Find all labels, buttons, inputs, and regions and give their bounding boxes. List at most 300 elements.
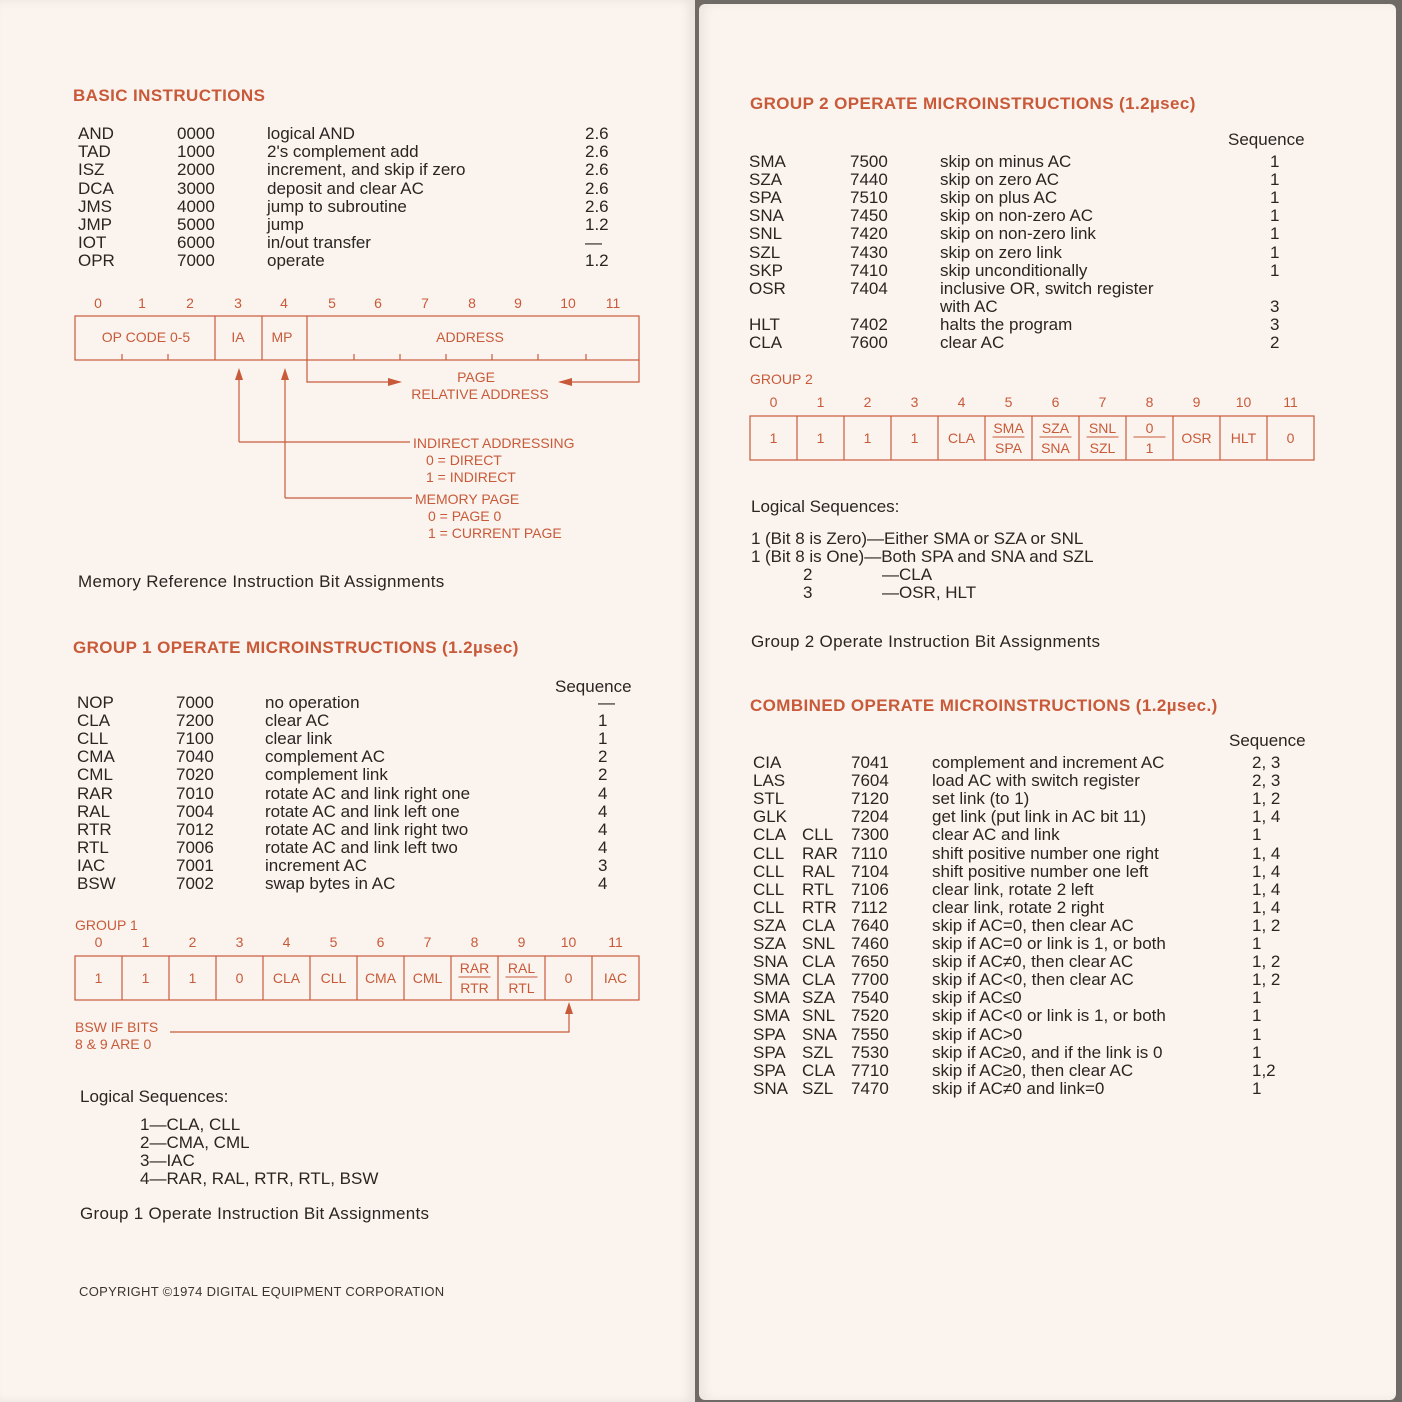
octal-code: 7006 xyxy=(176,837,214,857)
table-row xyxy=(699,171,1396,189)
octal-code: 5000 xyxy=(177,215,215,234)
description: skip if AC≥0, and if the link is 0 xyxy=(932,1042,1163,1062)
table-row xyxy=(699,772,1396,790)
table-row xyxy=(699,1062,1396,1080)
bit-field: 1 xyxy=(141,970,150,986)
bit-field: HLT xyxy=(1230,430,1257,446)
table-row xyxy=(0,785,695,803)
bit-field-bottom: RTR xyxy=(460,980,489,996)
mnemonic: CMA xyxy=(77,747,115,767)
mem-bit-8: 8 xyxy=(468,295,476,311)
mnemonic: TAD xyxy=(78,142,111,162)
sequence: 1,2 xyxy=(1252,1060,1276,1080)
sequence: 4 xyxy=(598,874,608,893)
mnemonic-2: SNL xyxy=(802,1006,836,1026)
bit-field-top: 0 xyxy=(1145,420,1154,436)
bit-field: 1 xyxy=(816,430,825,446)
bit-field-bottom: RTL xyxy=(508,980,535,996)
bit-field-top: SZA xyxy=(1041,420,1070,436)
bit-number: 1 xyxy=(141,934,150,950)
sequence: 1, 4 xyxy=(1252,843,1281,863)
group2-bit-diagram xyxy=(735,386,1335,466)
bit-field-top: SMA xyxy=(993,420,1024,436)
description: rotate AC and link right two xyxy=(265,819,469,839)
logical-seq-text: (Bit 8 is Zero)—Either SMA or SZA or SNL xyxy=(765,529,1084,548)
mnemonic-1: SPA xyxy=(753,1060,786,1080)
octal-code: 7410 xyxy=(850,260,888,280)
table-row xyxy=(699,207,1396,225)
sequence: 1 xyxy=(1270,242,1280,262)
mnemonic-1: CLL xyxy=(753,861,785,881)
bit-field: CML xyxy=(412,970,443,986)
octal-code: 7040 xyxy=(176,747,214,767)
mnemonic-2: RTR xyxy=(802,897,837,917)
table-row xyxy=(699,935,1396,953)
mem-bit-3: 3 xyxy=(234,295,242,311)
mnemonic-1: SMA xyxy=(753,1006,790,1026)
group1-sequence-header: Sequence xyxy=(555,677,632,696)
bit-field-top: RAL xyxy=(507,960,536,976)
mnemonic-2: CLA xyxy=(802,915,836,935)
table-row xyxy=(0,712,695,730)
mnemonic: SZA xyxy=(749,170,783,190)
logical-seq-text: —CLA xyxy=(882,565,933,584)
left-page xyxy=(0,0,695,1402)
bit-field: IAC xyxy=(603,970,628,986)
description: skip if AC<0 or link is 1, or both xyxy=(932,1006,1166,1026)
mnemonic-1: CLL xyxy=(753,843,785,863)
table-row xyxy=(699,826,1396,844)
table-row xyxy=(0,821,695,839)
mnemonic: SMA xyxy=(749,152,786,171)
sequence: 1 xyxy=(1252,1078,1262,1098)
group1-diagram-label: GROUP 1 xyxy=(75,917,138,933)
octal-code: 7402 xyxy=(850,314,888,334)
mnemonic: RTR xyxy=(77,819,112,839)
mnemonic-2: SZL xyxy=(802,1078,834,1098)
bit-number: 5 xyxy=(329,934,338,950)
bit-field: 1 xyxy=(863,430,872,446)
octal-code: 7110 xyxy=(851,843,888,863)
description: skip if AC≠0 and link=0 xyxy=(932,1078,1105,1098)
octal-code: 7106 xyxy=(851,879,889,899)
address-field: ADDRESS xyxy=(436,329,504,345)
description: 2's complement add xyxy=(267,142,419,162)
mem-bit-1: 1 xyxy=(138,295,146,311)
description: skip on non-zero AC xyxy=(940,206,1094,226)
sequence: 1 xyxy=(1270,224,1280,244)
octal-code: 7010 xyxy=(176,783,214,803)
bit-field: CLA xyxy=(947,430,976,446)
octal-code: 7430 xyxy=(850,242,888,262)
bit-field-top: SNL xyxy=(1088,420,1117,436)
description: skip on zero link xyxy=(940,242,1062,262)
table-row xyxy=(699,189,1396,207)
table-row xyxy=(699,225,1396,243)
sequence: 1 xyxy=(1252,1024,1262,1044)
octal-code: 7300 xyxy=(851,825,889,845)
group1-logical-title: Logical Sequences: xyxy=(80,1087,229,1106)
octal-code: 6000 xyxy=(177,233,215,253)
bit-field: CMA xyxy=(364,970,397,986)
sequence: 1 xyxy=(1270,206,1280,226)
ia-field: IA xyxy=(231,329,245,345)
octal-code: 7041 xyxy=(851,753,889,772)
relative-address-label: RELATIVE ADDRESS xyxy=(411,386,549,402)
mnemonic-2: CLA xyxy=(802,1060,836,1080)
description: skip if AC≠0, then clear AC xyxy=(932,952,1134,972)
mnemonic: NOP xyxy=(77,693,114,712)
group1-logical-2: 2—CMA, CML xyxy=(140,1133,250,1152)
table-row xyxy=(699,899,1396,917)
mnemonic-1: CLL xyxy=(753,879,785,899)
cycle-time: 2.6 xyxy=(585,124,609,143)
description: get link (put link in AC bit 11) xyxy=(932,807,1147,827)
mnemonic-1: SZA xyxy=(753,934,787,953)
bit-number: 0 xyxy=(769,394,778,410)
memory-page-label: MEMORY PAGE xyxy=(415,491,520,507)
description: jump xyxy=(267,215,304,234)
bit-number: 8 xyxy=(470,934,479,950)
mnemonic: CLA xyxy=(77,711,111,731)
mnemonic-2: CLA xyxy=(802,970,836,990)
description: clear AC and link xyxy=(932,825,1060,845)
mem-bit-4: 4 xyxy=(280,295,288,311)
memory-reference-diagram xyxy=(60,290,660,550)
sequence: — xyxy=(598,693,615,712)
bit-number: 4 xyxy=(282,934,291,950)
logical-seq-text: (Bit 8 is One)—Both SPA and SNA and SZL xyxy=(765,547,1094,566)
bit-field: 1 xyxy=(910,430,919,446)
table-row xyxy=(699,244,1396,262)
sequence: 1, 4 xyxy=(1252,861,1281,881)
mnemonic-2: RAL xyxy=(802,861,836,881)
table-row xyxy=(0,839,695,857)
mnemonic: DCA xyxy=(78,178,114,198)
bit-number: 7 xyxy=(1098,394,1107,410)
logical-seq-number: 1 xyxy=(751,547,761,566)
memory-page0-label: 0 = PAGE 0 xyxy=(428,508,502,524)
bit-number: 1 xyxy=(816,394,825,410)
sequence: 1 xyxy=(1270,260,1280,280)
octal-code: 7100 xyxy=(176,729,214,749)
sequence: 2 xyxy=(598,765,608,785)
table-row xyxy=(699,298,1396,316)
description: complement AC xyxy=(265,747,385,767)
table-row xyxy=(0,180,695,198)
description: skip on zero AC xyxy=(940,170,1060,190)
mem-bit-9: 9 xyxy=(514,295,522,311)
table-row xyxy=(699,334,1396,352)
mnemonic: IAC xyxy=(77,855,106,875)
bit-number: 10 xyxy=(560,934,577,950)
table-row xyxy=(0,161,695,179)
description: increment, and skip if zero xyxy=(267,160,466,180)
bit-field-top: RAR xyxy=(459,960,490,976)
octal-code: 7550 xyxy=(851,1024,889,1044)
bit-number: 9 xyxy=(1192,394,1201,410)
octal-code: 7710 xyxy=(851,1060,889,1080)
sequence: 1 xyxy=(598,711,608,731)
octal-code: 7012 xyxy=(176,819,214,839)
octal-code: 7020 xyxy=(176,765,214,785)
description: skip if AC>0 xyxy=(932,1024,1023,1044)
description: shift positive number one right xyxy=(932,843,1159,863)
bit-field-bottom: SPA xyxy=(995,440,1022,456)
mnemonic: SNA xyxy=(749,206,784,226)
sequence: 1, 2 xyxy=(1252,970,1281,990)
octal-code: 7470 xyxy=(851,1078,889,1098)
sequence: 1 xyxy=(598,729,608,749)
group2-logical-title: Logical Sequences: xyxy=(751,497,900,516)
description: skip if AC≥0, then clear AC xyxy=(932,1060,1134,1080)
octal-code: 7600 xyxy=(850,333,888,352)
combined-heading: COMBINED OPERATE MICROINSTRUCTIONS (1.2µsec.) xyxy=(750,696,1218,715)
description: clear link xyxy=(265,729,333,749)
group1-heading: GROUP 1 OPERATE MICROINSTRUCTIONS (1.2µsec) xyxy=(73,638,519,657)
sequence: 1 xyxy=(1252,988,1262,1008)
bit-number: 7 xyxy=(423,934,432,950)
group2-caption: Group 2 Operate Instruction Bit Assignments xyxy=(751,632,1101,651)
sequence: 1, 2 xyxy=(1252,915,1281,935)
mnemonic: SKP xyxy=(749,260,784,280)
bit-number: 0 xyxy=(94,934,103,950)
sequence: 4 xyxy=(598,837,608,857)
bit-field: CLA xyxy=(272,970,301,986)
indirect-direct-label: 0 = DIRECT xyxy=(426,452,502,468)
description: no operation xyxy=(265,693,360,712)
bsw-note-line2: 8 & 9 ARE 0 xyxy=(75,1036,152,1052)
sequence: 1 xyxy=(1252,934,1262,953)
copyright: COPYRIGHT ©1974 DIGITAL EQUIPMENT CORPORATION xyxy=(79,1284,445,1299)
table-row xyxy=(0,125,695,143)
bit-number: 8 xyxy=(1145,394,1154,410)
mnemonic: HLT xyxy=(749,314,780,334)
mnemonic-2: SZL xyxy=(802,1042,834,1062)
group2-heading: GROUP 2 OPERATE MICROINSTRUCTIONS (1.2µsec) xyxy=(750,94,1196,113)
octal-code: 7420 xyxy=(850,224,888,244)
table-row xyxy=(0,803,695,821)
mnemonic: OSR xyxy=(749,278,786,298)
mem-bit-2: 2 xyxy=(186,295,194,311)
octal-code: 7204 xyxy=(851,807,889,827)
mnemonic-1: SZA xyxy=(753,915,787,935)
table-row xyxy=(699,863,1396,881)
page-label: PAGE xyxy=(457,369,495,385)
description: complement link xyxy=(265,765,388,785)
bit-field: OSR xyxy=(1181,430,1212,446)
description: swap bytes in AC xyxy=(265,874,396,893)
description: clear link, rotate 2 left xyxy=(932,879,1094,899)
table-row xyxy=(0,857,695,875)
sequence: 3 xyxy=(598,855,608,875)
table-row xyxy=(0,875,695,893)
description: skip if AC=0 or link is 1, or both xyxy=(932,934,1166,953)
description: shift positive number one left xyxy=(932,861,1149,881)
cycle-time: 2.6 xyxy=(585,142,609,162)
bit-field-bottom: SNA xyxy=(1041,440,1070,456)
description: deposit and clear AC xyxy=(267,178,424,198)
table-row xyxy=(699,262,1396,280)
mnemonic-1: CIA xyxy=(753,753,782,772)
mnemonic-1: SPA xyxy=(753,1024,786,1044)
table-row xyxy=(699,953,1396,971)
mnemonic-1: SMA xyxy=(753,970,790,990)
mnemonic: SPA xyxy=(749,188,782,208)
description: logical AND xyxy=(267,124,355,143)
table-row xyxy=(0,748,695,766)
octal-code: 7200 xyxy=(176,711,214,731)
mnemonic-1: SMA xyxy=(753,988,790,1008)
bit-field: 1 xyxy=(769,430,778,446)
bsw-note-line1: BSW IF BITS xyxy=(75,1019,159,1035)
octal-code: 7540 xyxy=(851,988,889,1008)
description: rotate AC and link left two xyxy=(265,837,458,857)
bit-field: 0 xyxy=(564,970,573,986)
table-row xyxy=(0,216,695,234)
octal-code: 7460 xyxy=(851,934,889,953)
right-page xyxy=(699,4,1396,1400)
description: set link (to 1) xyxy=(932,789,1030,809)
cycle-time: 2.6 xyxy=(585,196,609,216)
logical-seq-number: 3 xyxy=(803,583,813,602)
table-row xyxy=(699,1044,1396,1062)
octal-code: 7700 xyxy=(851,970,889,990)
mnemonic-2: RTL xyxy=(802,879,834,899)
mem-bit-10: 10 xyxy=(560,295,576,311)
octal-code: 1000 xyxy=(177,142,215,162)
octal-code: 0000 xyxy=(177,124,215,143)
cycle-time: — xyxy=(585,233,602,253)
sequence: 1 xyxy=(1252,1042,1262,1062)
mnemonic: SZL xyxy=(749,242,781,262)
description: in/out transfer xyxy=(267,233,371,253)
mnemonic: AND xyxy=(78,124,114,143)
table-row xyxy=(699,808,1396,826)
table-row xyxy=(0,234,695,252)
cycle-time: 1.2 xyxy=(585,215,609,234)
octal-code: 7000 xyxy=(176,693,214,712)
mnemonic-1: STL xyxy=(753,789,785,809)
mnemonic: JMS xyxy=(78,196,112,216)
cycle-time: 2.6 xyxy=(585,178,609,198)
description: increment AC xyxy=(265,855,368,875)
sequence: 2, 3 xyxy=(1252,771,1281,791)
mnemonic-1: CLA xyxy=(753,825,787,845)
memory-reference-caption: Memory Reference Instruction Bit Assignments xyxy=(78,572,445,591)
bit-field: 0 xyxy=(1286,430,1295,446)
sequence: 1 xyxy=(1252,825,1262,845)
logical-seq-number: 1 xyxy=(751,529,761,548)
table-row xyxy=(0,694,695,712)
bit-field: 1 xyxy=(94,970,103,986)
mnemonic: SNL xyxy=(749,224,783,244)
mem-bit-5: 5 xyxy=(328,295,336,311)
sequence: 2, 3 xyxy=(1252,753,1281,772)
sequence: 1 xyxy=(1270,188,1280,208)
basic-instructions-heading: BASIC INSTRUCTIONS xyxy=(73,86,266,105)
description: skip on non-zero link xyxy=(940,224,1096,244)
table-row xyxy=(699,1080,1396,1098)
mnemonic: CLL xyxy=(77,729,109,749)
sequence: 3 xyxy=(1270,314,1280,334)
octal-code: 2000 xyxy=(177,160,215,180)
bit-number: 11 xyxy=(608,934,623,950)
description: inclusive OR, switch register xyxy=(940,278,1154,298)
mnemonic-2: CLL xyxy=(802,825,834,845)
mnemonic: JMP xyxy=(78,215,112,234)
octal-code: 3000 xyxy=(177,178,215,198)
sequence: 4 xyxy=(598,801,608,821)
sequence: 1, 4 xyxy=(1252,807,1281,827)
opcode-field: OP CODE 0-5 xyxy=(101,329,191,345)
mnemonic: ISZ xyxy=(78,160,105,180)
sequence: 2 xyxy=(598,747,608,767)
description: skip on minus AC xyxy=(940,152,1072,171)
cycle-time: 2.6 xyxy=(585,160,609,180)
mnemonic-1: SNA xyxy=(753,1078,788,1098)
bit-number: 2 xyxy=(863,394,872,410)
octal-code: 7604 xyxy=(851,771,889,791)
cycle-time: 1.2 xyxy=(585,251,609,271)
sequence: 4 xyxy=(598,819,608,839)
sequence: 1 xyxy=(1270,170,1280,190)
octal-code: 7440 xyxy=(850,170,888,190)
group1-caption: Group 1 Operate Instruction Bit Assignments xyxy=(80,1204,430,1223)
bit-field-bottom: 1 xyxy=(1145,440,1154,456)
octal-code: 7640 xyxy=(851,915,889,935)
mnemonic-1: LAS xyxy=(753,771,786,791)
octal-code: 7104 xyxy=(851,861,889,881)
octal-code: 7450 xyxy=(850,206,888,226)
description: skip if AC≤0 xyxy=(932,988,1022,1008)
octal-code: 7530 xyxy=(851,1042,889,1062)
description: rotate AC and link left one xyxy=(265,801,460,821)
mnemonic: IOT xyxy=(78,233,107,253)
octal-code: 7112 xyxy=(851,897,888,917)
sequence: 1, 4 xyxy=(1252,897,1281,917)
logical-seq-number: 2 xyxy=(803,565,813,584)
group1-logical-3: 3—IAC xyxy=(140,1151,195,1170)
bit-number: 6 xyxy=(1051,394,1060,410)
octal-code: 7001 xyxy=(176,855,214,875)
octal-code: 7004 xyxy=(176,801,214,821)
description: skip if AC=0, then clear AC xyxy=(932,915,1134,935)
sequence: 1 xyxy=(1270,152,1280,171)
logical-seq-text: —OSR, HLT xyxy=(882,583,977,602)
mp-field: MP xyxy=(271,329,293,345)
mnemonic-1: SNA xyxy=(753,952,788,972)
combined-sequence-header: Sequence xyxy=(1229,731,1306,750)
mnemonic: RAR xyxy=(77,783,113,803)
bit-field: CLL xyxy=(320,970,347,986)
mnemonic-1: SPA xyxy=(753,1042,786,1062)
octal-code: 4000 xyxy=(177,196,215,216)
octal-code: 7404 xyxy=(850,278,888,298)
description: complement and increment AC xyxy=(932,753,1165,772)
mnemonic-2: SNL xyxy=(802,934,836,953)
description: clear link, rotate 2 right xyxy=(932,897,1104,917)
octal-code: 7650 xyxy=(851,952,889,972)
bit-number: 5 xyxy=(1004,394,1013,410)
sequence: 1 xyxy=(1252,1006,1262,1026)
mem-bit-6: 6 xyxy=(374,295,382,311)
octal-code: 7120 xyxy=(851,789,889,809)
mnemonic-1: GLK xyxy=(753,807,788,827)
octal-code: 7510 xyxy=(850,188,888,208)
sequence: 2 xyxy=(1270,333,1280,352)
mem-bit-11: 11 xyxy=(605,295,621,311)
